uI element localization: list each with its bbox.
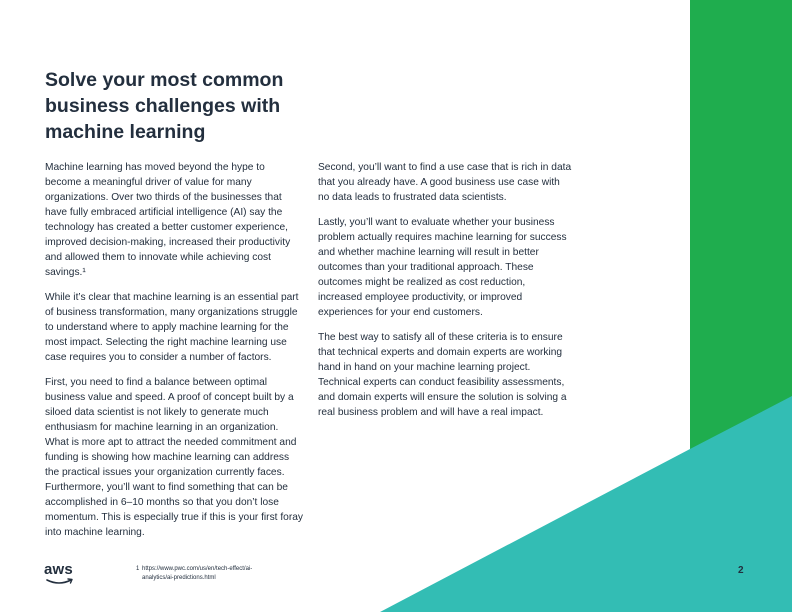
paragraph-conclusion: The best way to satisfy all of these criteria is to ensure that technical experts and domain experts are working hand in hand on your machine learning project. Technical experts can conduct feasibility assessments, and domain experts will ensure the solution is solving a real business problem and will have a real impact. <box>318 332 567 418</box>
paragraph-intro: Machine learning has moved beyond the hype to become a meaningful driver of value for many organizations. Over two thirds of the businesses that have fully embraced artificial intelligence (AI) say the technology has created a better customer experience, improved decision-making, increased their productivity and allowed them to innovate while achieving cost savings.¹ <box>45 162 291 278</box>
page-title: Solve your most common business challenges with machine learning <box>45 69 284 143</box>
footnote-number: 1 <box>136 566 140 572</box>
aws-smile-icon <box>44 563 78 587</box>
page-number: 2 <box>738 565 744 576</box>
paragraph-first-factor: First, you need to find a balance between optimal business value and speed. A proof of concept built by a siloed data scientist is not likely to generate much enthusiasm for machine learning in an organization. What is more apt to attract the needed commitment and funding is showing how machine learning can address the practical issues your organization currently faces. Furthermore, you’ll want to find something that can be accomplished in 6–10 months so that you don’t lose momentum. This is especially true if this is your first foray into machine learning. <box>45 377 303 538</box>
paragraph-second-factor: Second, you’ll want to find a use case that is rich in data that you already have. A good business use case with no data leads to frustrated data scientists. <box>318 162 572 203</box>
aws-logo-text: aws <box>44 561 73 578</box>
footnote-link-line2[interactable]: analytics/ai-predictions.html <box>142 575 216 581</box>
footnote <box>136 565 286 583</box>
paragraph-transformation: While it’s clear that machine learning is an essential part of business transformation, many organizations struggle to understand where to apply machine learning for the most impact. Selecting the right machine learning use case requires you to consider a number of factors. <box>45 292 299 363</box>
footnote-link-line1[interactable]: https://www.pwc.com/us/en/tech-effect/ai- <box>142 566 253 572</box>
paragraph-third-factor: Lastly, you’ll want to evaluate whether your business problem actually requires machine learning for success and whether machine learning will result in better outcomes than your traditional approach. These outcomes might be realized as cost reduction, increased employee productivity, or improved experiences for your end customers. <box>318 217 567 318</box>
right-column <box>318 160 572 430</box>
aws-logo <box>44 563 78 587</box>
left-column <box>45 160 303 550</box>
